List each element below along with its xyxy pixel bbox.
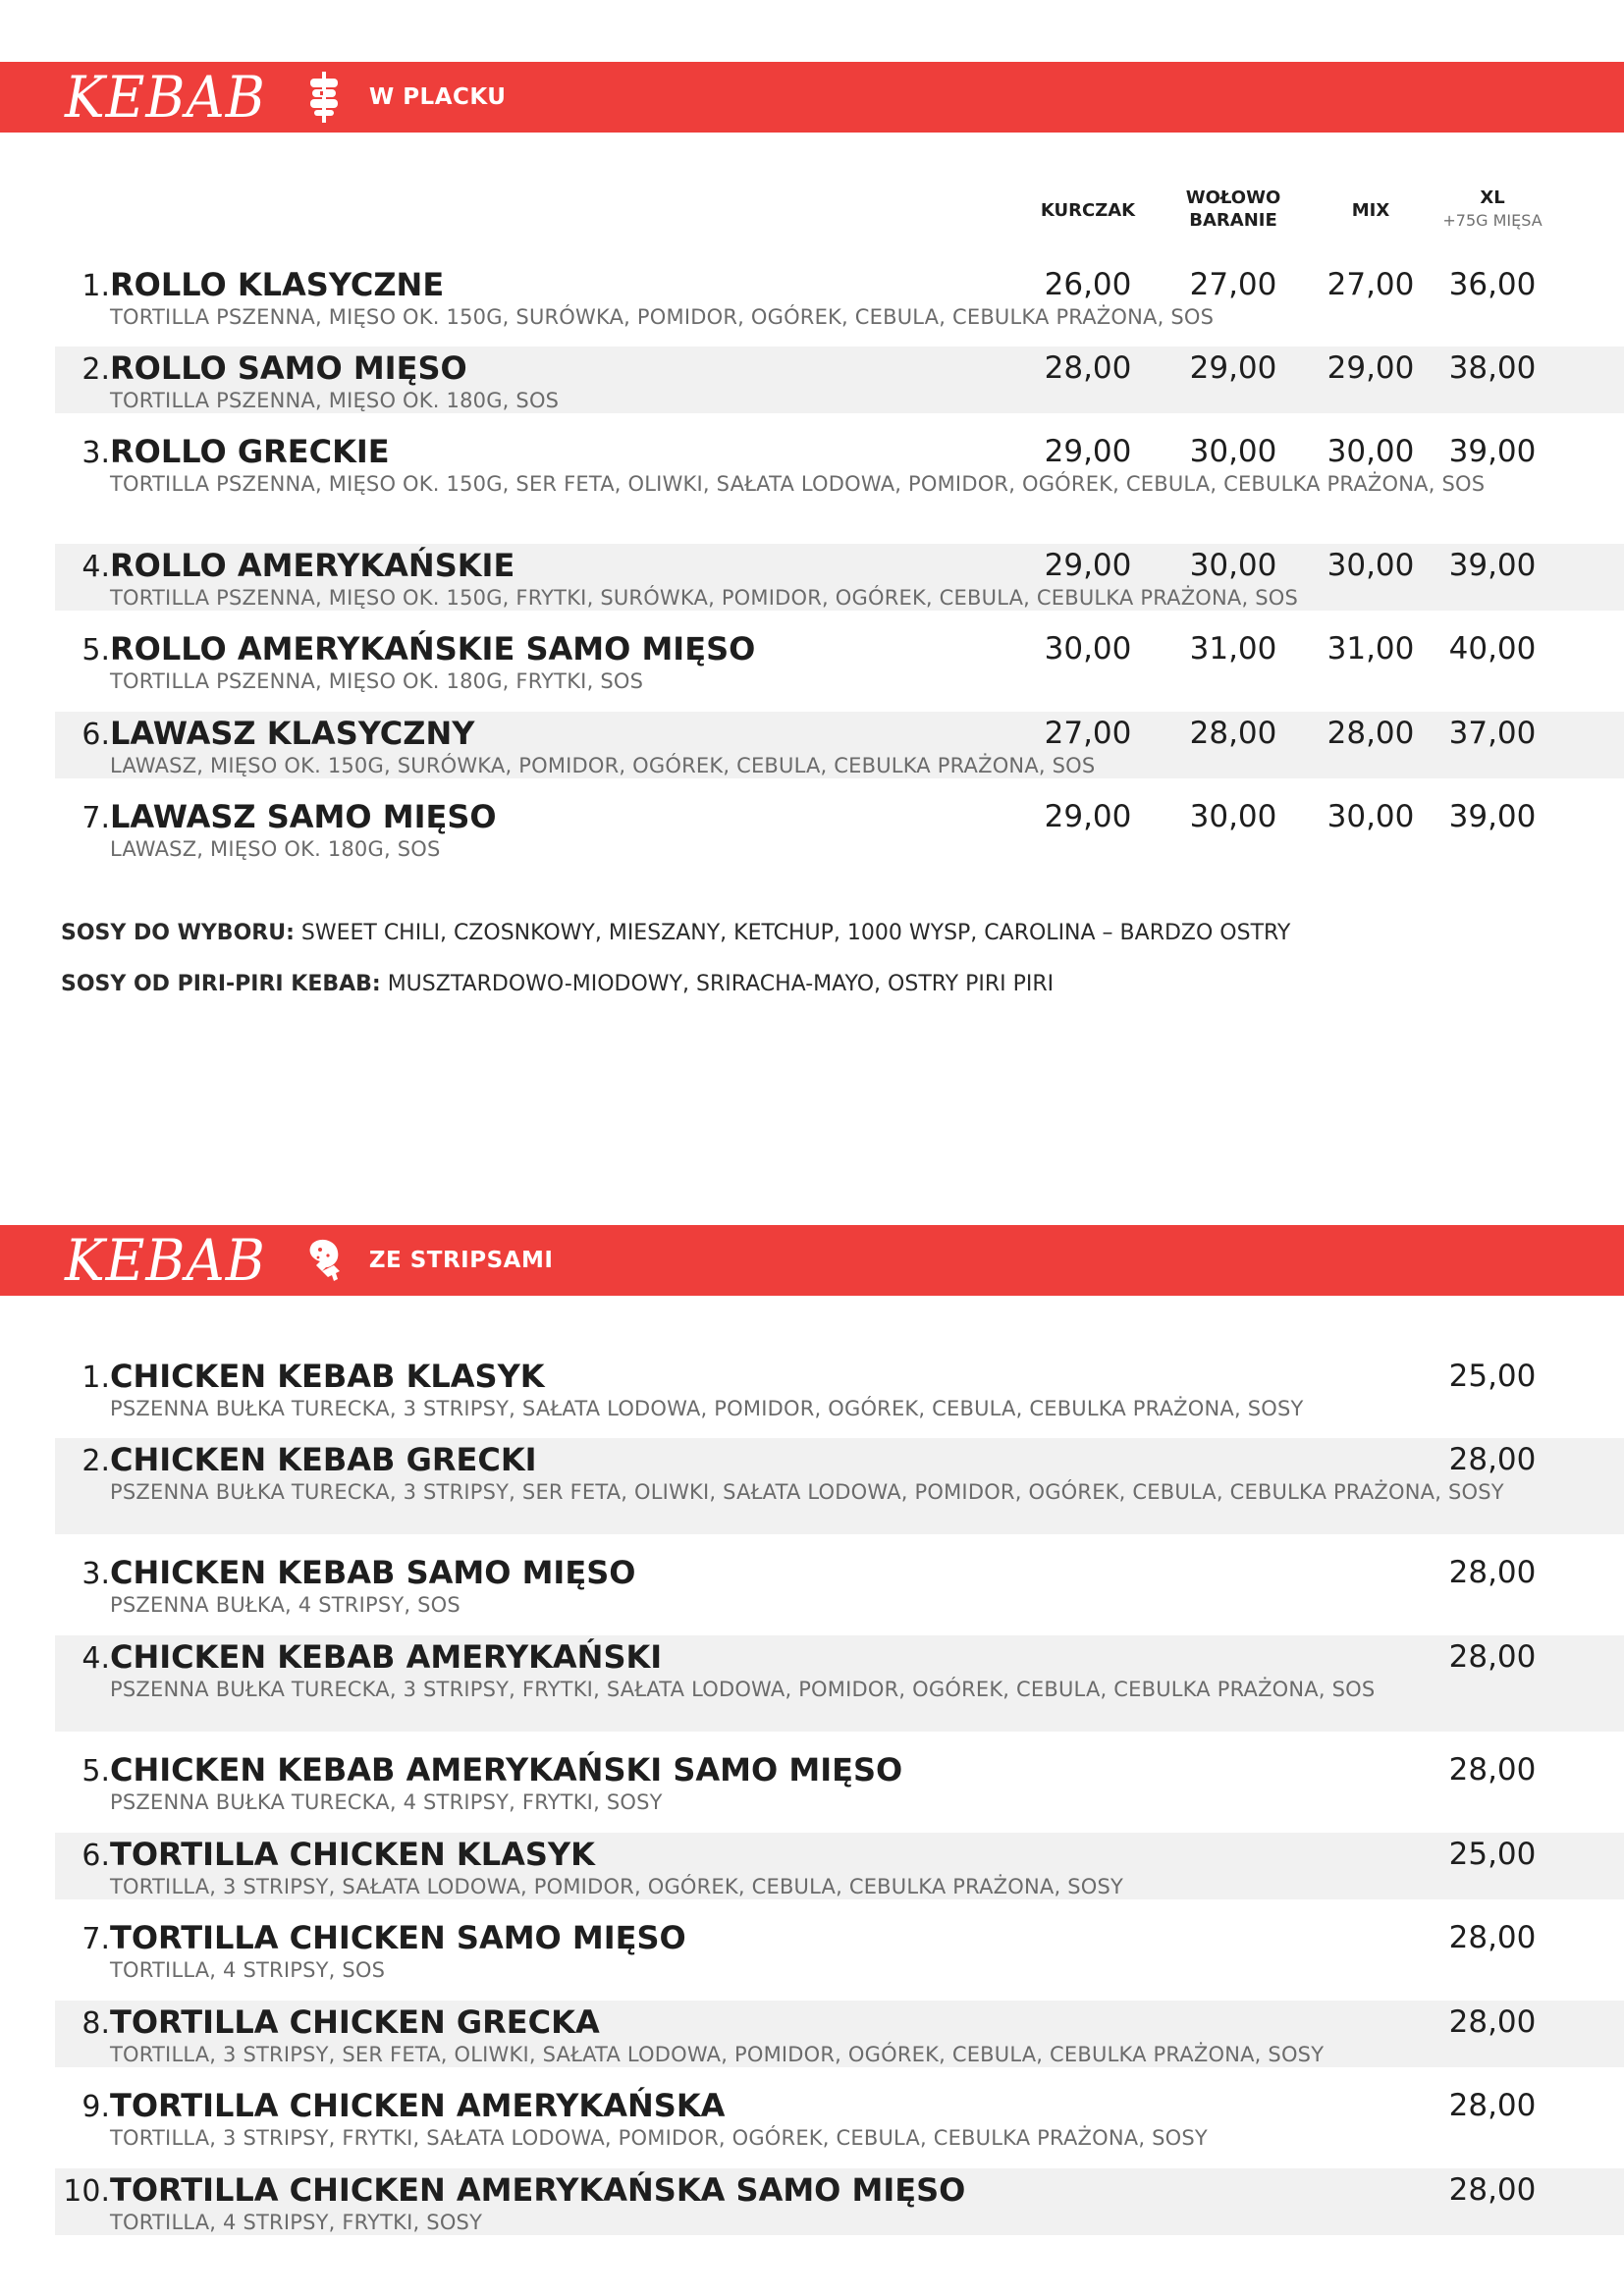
item-number: 7. [81,1922,110,1956]
item-name: CHICKEN KEBAB SAMO MIĘSO [110,1554,636,1591]
column-header-label: WOŁOWO BARANIE [1185,187,1281,231]
item-number: 5. [81,1754,110,1789]
item-number: 3. [81,436,110,470]
item-name: ROLLO KLASYCZNE [110,266,445,303]
item-price: 39,00 [1448,548,1537,583]
sauce-line [61,921,1290,945]
item-price: 36,00 [1448,267,1537,302]
item-name: LAWASZ KLASYCZNY [110,715,475,752]
item-number: 5. [81,633,110,667]
item-price: 28,00 [1448,1442,1537,1477]
item-name: LAWASZ SAMO MIĘSO [110,798,497,835]
item-price: 28,00 [1326,716,1415,751]
menu-row [55,627,1624,694]
item-name: ROLLO GRECKIE [110,433,390,470]
menu-row [55,1916,1624,1983]
item-price: 39,00 [1448,799,1537,834]
item-price: 31,00 [1326,631,1415,667]
item-number: 8. [81,2006,110,2041]
item-name: CHICKEN KEBAB AMERYKAŃSKI [110,1638,663,1676]
item-price: 30,00 [1326,548,1415,583]
item-price: 29,00 [1044,799,1132,834]
item-description: TORTILLA, 3 STRIPSY, SAŁATA LODOWA, POMIDOR, OGÓREK, CEBULA, CEBULKA PRAŻONA, SOSY [110,1875,1124,1898]
item-price: 30,00 [1326,799,1415,834]
item-description: LAWASZ, MIĘSO OK. 180G, SOS [110,837,441,861]
item-description: PSZENNA BUŁKA, 4 STRIPSY, SOS [110,1593,460,1617]
sauce-label: SOSY OD PIRI-PIRI KEBAB: [61,972,381,996]
item-number: 9. [81,2090,110,2124]
item-price: 30,00 [1326,434,1415,469]
menu-row [55,347,1624,413]
item-number: 4. [81,1641,110,1676]
item-number: 2. [81,352,110,387]
item-number: 7. [81,801,110,835]
section-title: KEBAB [65,64,266,131]
menu-row [55,1635,1624,1732]
item-price: 28,00 [1189,716,1277,751]
section-banner-kebab-ze-stripsami [0,1225,1624,1296]
menu-row [55,1438,1624,1534]
item-description: PSZENNA BUŁKA TURECKA, 3 STRIPSY, FRYTKI, SAŁATA LODOWA, POMIDOR, OGÓREK, CEBULA, CEBULKA PRAŻONA, SOS [110,1678,1376,1701]
item-name: CHICKEN KEBAB GRECKI [110,1441,537,1478]
item-description: LAWASZ, MIĘSO OK. 150G, SURÓWKA, POMIDOR, OGÓREK, CEBULA, CEBULKA PRAŻONA, SOS [110,754,1096,777]
item-name: ROLLO AMERYKAŃSKIE SAMO MIĘSO [110,630,756,667]
item-price: 29,00 [1044,434,1132,469]
column-header-label: XL [1480,187,1505,208]
menu-row [55,1748,1624,1815]
column-header-note: +75G MIĘSA [1442,211,1543,230]
item-price: 28,00 [1448,2004,1537,2040]
sauce-list: MUSZTARDOWO-MIODOWY, SRIRACHA-MAYO, OSTRY PIRI PIRI [380,972,1055,996]
item-name: CHICKEN KEBAB AMERYKAŃSKI SAMO MIĘSO [110,1751,903,1789]
item-price: 30,00 [1189,799,1277,834]
item-price: 28,00 [1448,1639,1537,1675]
item-price: 38,00 [1448,350,1537,386]
item-price: 26,00 [1044,267,1132,302]
column-header-label: KURCZAK [1040,200,1136,221]
item-price: 27,00 [1044,716,1132,751]
kebab-skewer-icon [306,72,346,123]
item-price: 29,00 [1044,548,1132,583]
item-price: 30,00 [1044,631,1132,667]
item-description: PSZENNA BUŁKA TURECKA, 3 STRIPSY, SAŁATA LODOWA, POMIDOR, OGÓREK, CEBULA, CEBULKA PRAŻONA, SOSY [110,1397,1304,1420]
chicken-leg-icon [306,1235,346,1286]
menu-row [55,1551,1624,1618]
item-name: TORTILLA CHICKEN SAMO MIĘSO [110,1919,686,1956]
menu-row [55,1833,1624,1899]
item-price: 29,00 [1189,350,1277,386]
item-number: 3. [81,1557,110,1591]
item-number: 1. [81,1361,110,1395]
item-name: CHICKEN KEBAB KLASYK [110,1358,545,1395]
item-name: TORTILLA CHICKEN KLASYK [110,1836,595,1873]
section-subtitle: ZE STRIPSAMI [368,1248,554,1273]
menu-row [55,2168,1624,2235]
item-price: 28,00 [1448,2088,1537,2123]
section-title: KEBAB [65,1227,266,1294]
item-price: 28,00 [1044,350,1132,386]
item-description: TORTILLA PSZENNA, MIĘSO OK. 150G, SER FETA, OLIWKI, SAŁATA LODOWA, POMIDOR, OGÓREK, CEBULA, CEBULKA PRAŻONA, SOS [110,472,1486,496]
item-name: ROLLO SAMO MIĘSO [110,349,467,387]
item-price: 28,00 [1448,1920,1537,1955]
item-price: 37,00 [1448,716,1537,751]
item-description: TORTILLA, 4 STRIPSY, FRYTKI, SOSY [110,2211,483,2234]
item-description: TORTILLA PSZENNA, MIĘSO OK. 150G, SURÓWKA, POMIDOR, OGÓREK, CEBULA, CEBULKA PRAŻONA, SOS [110,305,1215,329]
item-number: 2. [81,1444,110,1478]
item-number: 6. [81,718,110,752]
section-banner-kebab-w-placku [0,62,1624,133]
menu-row [55,2001,1624,2067]
item-price: 25,00 [1448,1837,1537,1872]
sauce-line [61,972,1054,996]
item-description: TORTILLA, 3 STRIPSY, FRYTKI, SAŁATA LODOWA, POMIDOR, OGÓREK, CEBULA, CEBULKA PRAŻONA, SOSY [110,2126,1208,2150]
item-name: TORTILLA CHICKEN GRECKA [110,2003,600,2041]
column-header [1404,187,1581,232]
item-description: TORTILLA PSZENNA, MIĘSO OK. 150G, FRYTKI, SURÓWKA, POMIDOR, OGÓREK, CEBULA, CEBULKA PRAŻONA, SOS [110,586,1299,610]
section-subtitle: W PLACKU [368,84,507,110]
menu-row [55,1355,1624,1421]
item-price: 28,00 [1448,1752,1537,1788]
item-price: 39,00 [1448,434,1537,469]
item-price: 27,00 [1326,267,1415,302]
item-description: PSZENNA BUŁKA TURECKA, 4 STRIPSY, FRYTKI, SOSY [110,1790,663,1814]
item-price: 28,00 [1448,1555,1537,1590]
item-description: TORTILLA, 3 STRIPSY, SER FETA, OLIWKI, SAŁATA LODOWA, POMIDOR, OGÓREK, CEBULA, CEBULKA PRAŻONA, SOSY [110,2043,1325,2066]
item-price: 40,00 [1448,631,1537,667]
menu-row [55,263,1624,346]
item-description: TORTILLA PSZENNA, MIĘSO OK. 180G, FRYTKI, SOS [110,669,644,693]
menu-row [55,430,1624,541]
item-description: PSZENNA BUŁKA TURECKA, 3 STRIPSY, SER FETA, OLIWKI, SAŁATA LODOWA, POMIDOR, OGÓREK, CEBULA, CEBULKA PRAŻONA, SOSY [110,1480,1504,1504]
item-price: 29,00 [1326,350,1415,386]
menu-row [55,544,1624,611]
item-number: 10. [63,2174,110,2209]
item-name: TORTILLA CHICKEN AMERYKAŃSKA SAMO MIĘSO [110,2171,966,2209]
item-price: 28,00 [1448,2172,1537,2208]
item-name: ROLLO AMERYKAŃSKIE [110,547,515,584]
item-number: 6. [81,1839,110,1873]
item-number: 4. [81,550,110,584]
menu-row [55,795,1624,862]
sauce-list: SWEET CHILI, CZOSNKOWY, MIESZANY, KETCHUP, 1000 WYSP, CAROLINA – BARDZO OSTRY [294,921,1291,945]
item-description: TORTILLA, 4 STRIPSY, SOS [110,1958,386,1982]
item-description: TORTILLA PSZENNA, MIĘSO OK. 180G, SOS [110,389,560,412]
menu-row [55,712,1624,778]
column-header-label: MIX [1351,200,1390,221]
item-price: 31,00 [1189,631,1277,667]
item-name: TORTILLA CHICKEN AMERYKAŃSKA [110,2087,726,2124]
menu-row [55,2084,1624,2151]
item-price: 30,00 [1189,548,1277,583]
item-number: 1. [81,269,110,303]
sauce-label: SOSY DO WYBORU: [61,921,295,945]
item-price: 30,00 [1189,434,1277,469]
item-price: 25,00 [1448,1359,1537,1394]
item-price: 27,00 [1189,267,1277,302]
